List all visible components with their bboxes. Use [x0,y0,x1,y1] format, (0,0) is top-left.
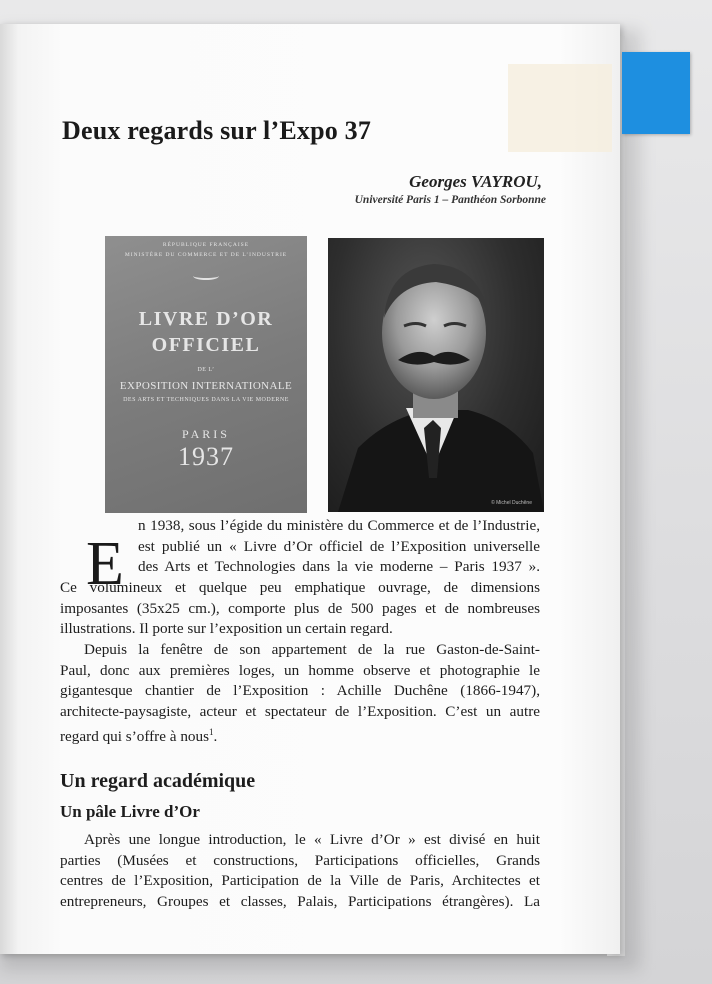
text-line: Paul, donc aux premières loges, un homme observe et photographie le [60,661,540,679]
text-line: imposantes (35x25 cm.), comporte plus de 500 pages et de nombreuses [60,599,540,617]
paragraph-1-indented [138,516,540,578]
text-line: gigantesque chantier de l’Exposition : Achille Duchêne (1866-1947), [60,682,540,700]
article-title: Deux regards sur l’Expo 37 [62,116,372,145]
author-name: Georges VAYROU, [409,172,542,191]
text-line: centres de l’Exposition, Participation de la Ville de Paris, Architectes et [60,872,540,890]
paragraph-3 [60,830,540,912]
paragraph-1 [60,578,540,640]
cover-city: PARIS [182,427,230,441]
text-line: n 1938, sous l’égide du ministère du Commerce et de l’Industrie, [138,517,540,534]
book-page [0,24,620,954]
text-line: entrepreneurs, Groupes et classes, Palais, Participations étrangères). La [60,892,540,910]
portrait-figure [328,238,544,512]
cover-title-2: OFFICIEL [151,334,261,356]
text-line: architecte-paysagiste, acteur et spectateur de l’Exposition. C’est un autre [60,702,540,720]
cover-title-1: LIVRE D’OR [138,308,274,330]
text-line: Ce volumineux et quelque peu emphatique ouvrage, de dimensions [60,579,540,596]
cover-year: 1937 [178,442,234,471]
text-line: des Arts et Technologies dans la vie moderne – Paris 1937 ». [138,558,540,576]
text-line [60,722,540,748]
text-line: Après une longue introduction, le « Livre d’Or » est divisé en huit [84,831,540,848]
subsection-heading: Un pâle Livre d’Or [60,802,200,821]
section-heading: Un regard académique [60,770,256,792]
pale-sticky-note [508,64,612,152]
text-line: est publié un « Livre d’Or officiel de l’Exposition universelle [138,537,540,555]
drop-cap: E [86,530,124,598]
cover-expo: EXPOSITION INTERNATIONALE [119,380,293,392]
portrait-photo [328,238,544,512]
text-line: parties (Musées et constructions, Participations officielles, Grands [60,851,540,869]
livre-dor-cover-image [105,236,307,513]
cover-de: DE L’ [197,367,215,373]
text-line: Depuis la fenêtre de son appartement de la rue Gaston-de-Saint- [84,641,540,658]
text-fragment: regard qui s’offre à nous [60,728,210,746]
cover-emblem-icon [193,272,219,280]
blue-sticky-tab [622,52,690,134]
text-fragment: . [213,728,218,746]
footnote-ref: 1 [209,727,214,738]
cover-republique: RÉPUBLIQUE FRANÇAISE [162,242,250,248]
text-line: illustrations. Il porte sur l’exposition un certain regard. [60,620,393,638]
cover-expo-sub: DES ARTS ET TECHNIQUES DANS LA VIE MODERNE [123,397,289,403]
photo-credit: © Michel Duchêne [491,500,532,506]
cover-ministere: MINISTÈRE DU COMMERCE ET DE L’INDUSTRIE [124,252,288,258]
author-affiliation: Université Paris 1 – Panthéon Sorbonne [354,194,546,206]
paragraph-2 [60,640,540,748]
